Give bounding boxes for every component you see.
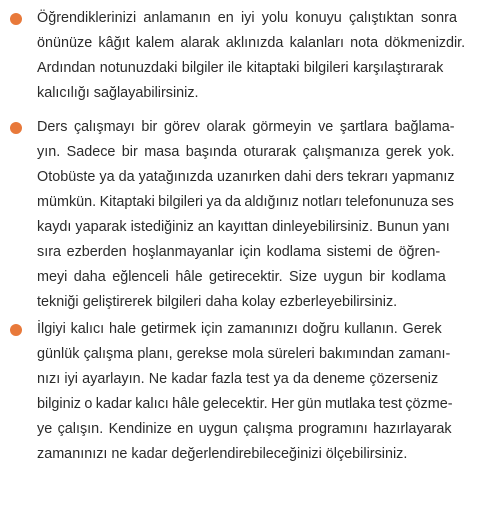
paragraph-line: ye çalışın. Kendinize en uygun çalışma programını hazırlayarak	[37, 421, 452, 437]
paragraph-line: yın. Sadece bir masa başında oturarak çalışmanıza gerek yok.	[37, 144, 455, 160]
bullet-dot-icon	[10, 13, 22, 25]
paragraph-line: tekniği geliştirerek bilgileri daha kolay ezberleyebilirsiniz.	[37, 294, 398, 310]
bullet-dot-icon	[10, 324, 22, 336]
paragraph-line: kalıcılığı sağlayabilirsiniz.	[37, 85, 199, 101]
paragraph-line: bilginiz o kadar kalıcı hâle gelecektir. Her gün mutlaka test çözme-	[37, 396, 453, 412]
paragraph-line: Ders çalışmayı bir görev olarak görmeyin ve şartlara bağlama-	[37, 119, 455, 135]
paragraph-line: zamanınızı ne kadar değerlendirebileceğinizi ölçebilirsiniz.	[37, 446, 408, 462]
paragraph-line: Ardından notunuzdaki bilgiler ile kitaptaki bilgileri karşılaştırarak	[37, 60, 444, 76]
paragraph-line: İlgiyi kalıcı hale getirmek için zamanınızı doğru kullanın. Gerek	[37, 321, 442, 337]
paragraph-line: Öğrendiklerinizi anlamanın en iyi yolu konuyu çalıştıktan sonra	[37, 10, 457, 26]
bullet-dot-icon	[10, 122, 22, 134]
paragraph-line: sıra ezberden hoşlanmayanlar için kodlama sistemi de öğren-	[37, 244, 441, 260]
paragraph-line: Otobüste ya da yatağınızda uzanırken dahi ders tekrarı yapmanız	[37, 169, 455, 185]
paragraph-line: nızı iyi ayarlayın. Ne kadar fazla test ya da deneme çözerseniz	[37, 371, 439, 387]
paragraph-line: önünüze kâğıt kalem alarak aklınızda kalanları nota dökmenizdir.	[37, 35, 466, 51]
paragraph-line: kaydı yaparak istediğiniz an kayıttan dinleyebilirsiniz. Bunun yanı	[37, 219, 450, 235]
paragraph-line: mümkün. Kitaptaki bilgileri ya da aldığınız notları telefonunuza ses	[37, 194, 454, 210]
paragraph-line: meyi daha eğlenceli hâle getirecektir. Size uygun bir kodlama	[37, 269, 446, 285]
paragraph-line: günlük çalışma planı, gerekse mola süreleri bakımından zamanı-	[37, 346, 451, 362]
